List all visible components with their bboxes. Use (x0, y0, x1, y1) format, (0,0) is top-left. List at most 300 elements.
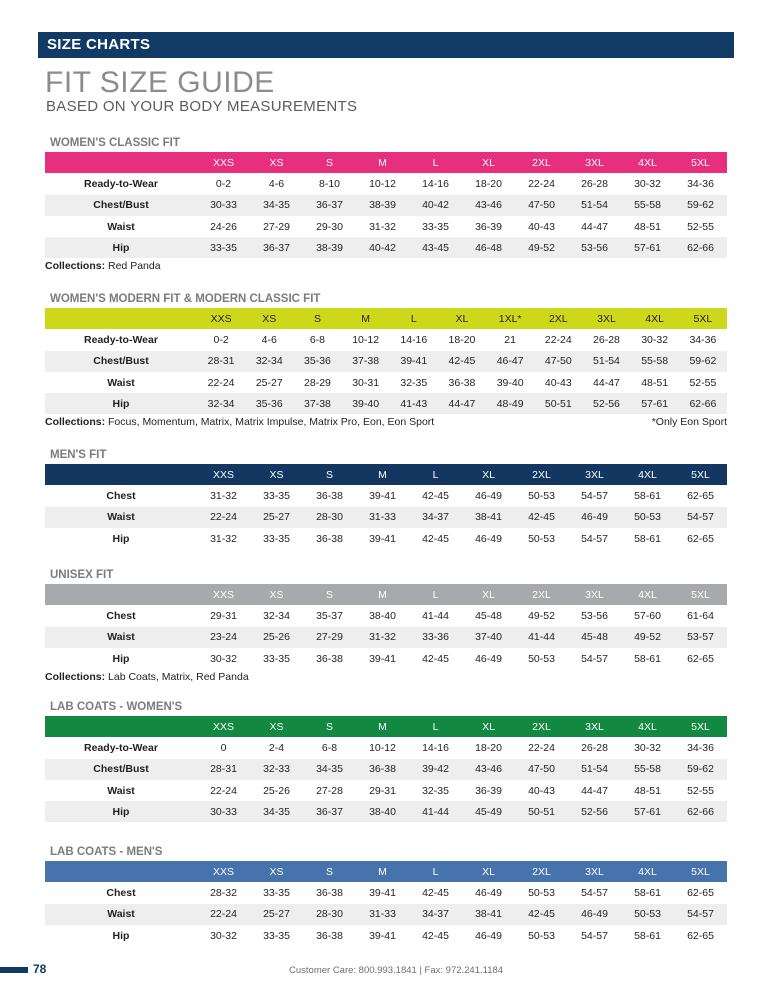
measurement-value: 52-55 (689, 376, 717, 389)
measurement-row (45, 372, 727, 393)
measurement-value: 32-33 (250, 759, 303, 780)
header-blank-cell (45, 152, 197, 173)
measurement-value: 18-20 (448, 333, 476, 346)
measurement-label: Hip (45, 237, 197, 258)
measurement-value: 62-65 (687, 886, 714, 899)
size-header-cell: XXS (212, 720, 234, 733)
measurement-value: 42-45 (422, 532, 449, 545)
measurement-value: 30-32 (634, 741, 661, 754)
measurement-value: 51-54 (568, 195, 621, 216)
measurement-row (45, 759, 727, 780)
measurement-value: 37-38 (293, 393, 341, 414)
measurement-value: 41-44 (515, 627, 568, 648)
section-title: UNISEX FIT (50, 569, 114, 581)
measurement-value: 45-49 (462, 801, 515, 822)
size-header-row (45, 152, 727, 173)
size-header-row (45, 464, 727, 485)
size-header-cell: 2XL (532, 720, 551, 733)
measurement-value: 27-29 (303, 627, 356, 648)
measurement-value: 38-39 (303, 237, 356, 258)
collections-note (45, 414, 727, 430)
measurement-value: 43-46 (462, 759, 515, 780)
measurement-value: 39-41 (369, 532, 396, 545)
measurement-value: 58-61 (634, 929, 661, 942)
measurement-value: 36-38 (316, 929, 343, 942)
measurement-value: 46-49 (568, 904, 621, 925)
size-header-cell: 4XL (638, 468, 657, 481)
size-header-cell: XS (269, 156, 284, 169)
measurement-value: 39-40 (342, 393, 390, 414)
measurement-value: 43-45 (409, 237, 462, 258)
measurement-value: 42-45 (515, 904, 568, 925)
measurement-value: 62-65 (687, 929, 714, 942)
measurement-value: 31-32 (210, 489, 237, 502)
measurement-value: 36-38 (316, 489, 343, 502)
measurement-row (45, 925, 727, 946)
measurement-value: 50-53 (528, 652, 555, 665)
measurement-value: 31-32 (369, 220, 396, 233)
measurement-value: 57-61 (631, 393, 679, 414)
measurement-value: 59-62 (674, 195, 727, 216)
measurement-value: 30-32 (634, 177, 661, 190)
size-header-cell: L (432, 588, 439, 601)
measurement-value: 55-58 (631, 351, 679, 372)
measurement-value: 25-27 (250, 507, 303, 528)
measurement-value: 28-30 (303, 507, 356, 528)
section-title: LAB COATS - MEN'S (50, 846, 163, 858)
size-header-cell: 2XL (532, 468, 551, 481)
size-header-cell: XL (482, 865, 495, 878)
measurement-row (45, 329, 727, 350)
size-header-cell: XL (482, 156, 495, 169)
measurement-value: 31-32 (356, 627, 409, 648)
measurement-value: 37-40 (462, 627, 515, 648)
measurement-value: 33-35 (422, 220, 449, 233)
measurement-value: 51-54 (582, 351, 630, 372)
measurement-row (45, 737, 727, 758)
measurement-value: 35-36 (245, 393, 293, 414)
measurement-value: 49-52 (621, 627, 674, 648)
measurement-value: 48-49 (486, 393, 534, 414)
measurement-value: 40-43 (544, 376, 572, 389)
measurement-value: 24-26 (210, 220, 237, 233)
section-title: WOMEN'S MODERN FIT & MODERN CLASSIC FIT (50, 293, 321, 305)
measurement-value: 36-39 (475, 220, 502, 233)
footnote-eon-sport: *Only Eon Sport (651, 416, 727, 429)
measurement-label: Hip (112, 532, 130, 545)
size-header-cell: 3XL (585, 468, 604, 481)
measurement-value: 39-41 (369, 929, 396, 942)
size-header-row (45, 584, 727, 605)
size-header-cell: 3XL (585, 865, 604, 878)
size-header-cell: 1XL* (498, 312, 522, 325)
measurement-value: 48-51 (634, 220, 661, 233)
measurement-value: 34-35 (303, 759, 356, 780)
measurement-value: 59-62 (679, 351, 727, 372)
measurement-value: 54-57 (581, 652, 608, 665)
size-header-cell: XXS (212, 468, 234, 481)
measurement-value: 46-49 (475, 489, 502, 502)
measurement-value: 30-31 (352, 376, 380, 389)
measurement-value: 49-52 (528, 609, 555, 622)
measurement-label: Ready-to-Wear (84, 333, 158, 346)
size-header-cell: 2XL (532, 865, 551, 878)
measurement-value: 22-24 (528, 741, 555, 754)
measurement-value: 53-57 (674, 627, 727, 648)
size-header-cell: M (378, 468, 387, 481)
size-header-cell: 2XL (532, 156, 551, 169)
measurement-value: 51-54 (568, 759, 621, 780)
measurement-label: Chest/Bust (45, 759, 197, 780)
measurement-row (45, 485, 727, 506)
collections-note (45, 669, 727, 685)
measurement-value: 41-44 (422, 609, 449, 622)
measurement-value: 62-66 (674, 237, 727, 258)
measurement-value: 42-45 (422, 886, 449, 899)
measurement-value: 36-38 (316, 886, 343, 899)
size-header-cell: 5XL (691, 720, 710, 733)
measurement-value: 53-56 (568, 237, 621, 258)
size-header-cell: 5XL (691, 588, 710, 601)
size-header-cell: 3XL (585, 720, 604, 733)
measurement-value: 46-47 (486, 351, 534, 372)
measurement-row (45, 173, 727, 194)
measurement-value: 33-35 (197, 237, 250, 258)
size-header-cell: M (361, 312, 370, 325)
measurement-value: 55-58 (621, 195, 674, 216)
measurement-value: 32-34 (245, 351, 293, 372)
measurement-value: 28-29 (304, 376, 331, 389)
measurement-value: 59-62 (674, 759, 727, 780)
measurement-label: Waist (45, 627, 197, 648)
section-title: WOMEN'S CLASSIC FIT (50, 137, 180, 149)
measurement-value: 54-57 (581, 886, 608, 899)
measurement-value: 54-57 (581, 489, 608, 502)
measurement-value: 36-38 (448, 376, 476, 389)
size-header-cell: 4XL (638, 588, 657, 601)
collections-label: Collections: (45, 671, 106, 684)
measurement-row (45, 627, 727, 648)
measurement-value: 37-38 (342, 351, 390, 372)
measurement-value: 39-41 (390, 351, 438, 372)
measurement-value: 30-33 (197, 801, 250, 822)
measurement-value: 45-48 (568, 627, 621, 648)
measurement-value: 40-42 (356, 237, 409, 258)
page-subtitle: BASED ON YOUR BODY MEASUREMENTS (46, 98, 358, 115)
measurement-value: 50-53 (528, 489, 555, 502)
measurement-value: 32-35 (422, 784, 449, 797)
measurement-value: 38-41 (462, 507, 515, 528)
page-title: FIT SIZE GUIDE (45, 66, 275, 99)
measurement-value: 40-43 (528, 220, 555, 233)
measurement-label: Ready-to-Wear (84, 177, 158, 190)
measurement-value: 62-66 (679, 393, 727, 414)
size-header-cell: XS (262, 312, 277, 325)
measurement-label: Hip (45, 801, 197, 822)
measurement-value: 35-37 (316, 609, 343, 622)
measurement-label: Waist (107, 376, 135, 389)
measurement-value: 25-26 (250, 627, 303, 648)
size-charts-bar: SIZE CHARTS (38, 32, 734, 58)
header-blank-cell (45, 308, 197, 329)
measurement-value: 29-31 (369, 784, 396, 797)
measurement-value: 57-61 (621, 801, 674, 822)
measurement-value: 34-37 (409, 507, 462, 528)
measurement-value: 36-37 (303, 195, 356, 216)
collections-list: Lab Coats, Matrix, Red Panda (105, 671, 249, 684)
measurement-value: 42-45 (438, 351, 486, 372)
measurement-value: 50-53 (528, 929, 555, 942)
measurement-value: 6-8 (309, 333, 326, 346)
measurement-value: 62-66 (674, 801, 727, 822)
size-header-cell: XS (269, 468, 284, 481)
measurement-value: 40-42 (409, 195, 462, 216)
size-header-cell: L (432, 156, 439, 169)
size-table (45, 716, 727, 822)
measurement-value: 62-65 (687, 652, 714, 665)
measurement-value: 58-61 (634, 652, 661, 665)
measurement-value: 36-38 (316, 652, 343, 665)
measurement-value: 10-12 (369, 177, 396, 190)
measurement-value: 10-12 (369, 741, 396, 754)
measurement-row (45, 780, 727, 801)
measurement-value: 55-58 (621, 759, 674, 780)
measurement-value: 22-24 (544, 333, 572, 346)
measurement-value: 46-49 (475, 886, 502, 899)
size-header-cell: 5XL (693, 312, 713, 325)
size-header-cell: 2XL (532, 588, 551, 601)
measurement-value: 62-65 (687, 489, 714, 502)
measurement-value: 26-28 (593, 333, 620, 346)
measurement-value: 54-57 (674, 904, 727, 925)
measurement-value: 33-36 (409, 627, 462, 648)
size-header-cell: XS (269, 588, 284, 601)
measurement-value: 38-40 (369, 609, 396, 622)
measurement-value: 34-36 (689, 333, 717, 346)
size-table (45, 308, 727, 414)
size-table (45, 584, 727, 669)
measurement-value: 38-41 (462, 904, 515, 925)
measurement-value: 54-57 (674, 507, 727, 528)
size-header-cell: S (325, 588, 333, 601)
collections-list: Focus, Momentum, Matrix, Matrix Impulse, Matrix Pro, Eon, Eon Sport (105, 416, 435, 429)
measurement-value: 44-47 (581, 784, 608, 797)
size-header-cell: 2XL (548, 312, 568, 325)
measurement-value: 27-28 (316, 784, 343, 797)
measurement-value: 28-32 (210, 886, 237, 899)
measurement-label: Hip (112, 929, 130, 942)
measurement-value: 44-47 (438, 393, 486, 414)
section-title: MEN'S FIT (50, 449, 107, 461)
measurement-value: 29-30 (316, 220, 343, 233)
measurement-value: 45-48 (475, 609, 502, 622)
measurement-value: 43-46 (462, 195, 515, 216)
measurement-row (45, 393, 727, 414)
measurement-label: Ready-to-Wear (84, 741, 158, 754)
measurement-value: 33-35 (263, 929, 290, 942)
measurement-value: 49-52 (515, 237, 568, 258)
measurement-value: 39-41 (369, 489, 396, 502)
size-header-cell: XL (455, 312, 469, 325)
measurement-value: 31-33 (356, 507, 409, 528)
measurement-label: Waist (45, 904, 197, 925)
measurement-label: Waist (107, 784, 135, 797)
measurement-value: 52-56 (568, 801, 621, 822)
measurement-value: 22-24 (528, 177, 555, 190)
measurement-value: 42-45 (422, 652, 449, 665)
header-blank-cell (45, 716, 197, 737)
measurement-value: 34-35 (250, 195, 303, 216)
measurement-value: 0 (220, 741, 227, 754)
measurement-label: Hip (45, 393, 197, 414)
measurement-value: 31-32 (210, 532, 237, 545)
measurement-label: Chest (106, 489, 136, 502)
measurement-row (45, 648, 727, 669)
size-table (45, 861, 727, 946)
measurement-value: 22-24 (197, 904, 250, 925)
measurement-value: 50-53 (621, 904, 674, 925)
measurement-value: 58-61 (634, 886, 661, 899)
measurement-value: 25-27 (250, 904, 303, 925)
size-header-cell: L (410, 312, 417, 325)
measurement-value: 48-51 (641, 376, 669, 389)
measurement-value: 39-41 (369, 886, 396, 899)
size-header-cell: XL (482, 588, 495, 601)
measurement-row (45, 605, 727, 626)
measurement-value: 46-49 (475, 532, 502, 545)
size-header-cell: M (378, 156, 387, 169)
size-header-cell: XXS (210, 312, 232, 325)
size-header-cell: 5XL (691, 468, 710, 481)
measurement-row (45, 195, 727, 216)
measurement-value: 52-55 (687, 784, 714, 797)
size-table (45, 152, 727, 258)
measurement-value: 34-36 (687, 741, 714, 754)
size-header-cell: 5XL (691, 156, 710, 169)
measurement-value: 57-61 (621, 237, 674, 258)
footer-accent-bar (0, 967, 28, 973)
measurement-value: 39-41 (369, 652, 396, 665)
measurement-value: 39-40 (496, 376, 524, 389)
measurement-value: 6-8 (321, 741, 338, 754)
size-header-cell: XL (482, 468, 495, 481)
measurement-value: 31-33 (356, 904, 409, 925)
section-title: LAB COATS - WOMEN'S (50, 701, 183, 713)
measurement-value: 36-37 (250, 237, 303, 258)
size-table (45, 464, 727, 549)
measurement-value: 42-45 (422, 489, 449, 502)
measurement-value: 28-31 (197, 351, 245, 372)
measurement-value: 58-61 (634, 532, 661, 545)
measurement-value: 0-2 (215, 177, 232, 190)
measurement-value: 61-64 (687, 609, 714, 622)
measurement-value: 53-56 (581, 609, 608, 622)
size-header-cell: 5XL (691, 865, 710, 878)
collections-label: Collections: (45, 416, 106, 429)
size-header-cell: XXS (212, 156, 234, 169)
customer-care-info: Customer Care: 800.993.1841 | Fax: 972.241.1184 (289, 965, 504, 976)
measurement-value: 50-51 (534, 393, 582, 414)
measurement-label: Chest/Bust (45, 351, 197, 372)
measurement-value: 14-16 (400, 333, 428, 346)
measurement-value: 42-45 (422, 929, 449, 942)
measurement-value: 41-43 (390, 393, 438, 414)
measurement-value: 40-43 (528, 784, 555, 797)
measurement-value: 41-44 (409, 801, 462, 822)
measurement-value: 32-34 (197, 393, 245, 414)
size-header-row (45, 308, 727, 329)
measurement-value: 30-32 (210, 929, 237, 942)
measurement-label: Chest/Bust (45, 195, 197, 216)
measurement-value: 26-28 (581, 177, 608, 190)
measurement-value: 46-49 (475, 652, 502, 665)
size-header-cell: 4XL (645, 312, 664, 325)
measurement-value: 36-37 (303, 801, 356, 822)
measurement-value: 28-30 (303, 904, 356, 925)
measurement-value: 35-36 (293, 351, 341, 372)
collections-note (45, 258, 727, 274)
measurement-row (45, 507, 727, 528)
measurement-value: 29-31 (210, 609, 237, 622)
measurement-value: 22-24 (210, 784, 237, 797)
measurement-label: Waist (107, 220, 135, 233)
size-header-cell: XS (269, 865, 284, 878)
measurement-value: 47-50 (534, 351, 582, 372)
size-header-cell: 4XL (638, 156, 657, 169)
size-header-cell: XXS (212, 588, 234, 601)
measurement-value: 10-12 (352, 333, 380, 346)
measurement-value: 25-27 (255, 376, 283, 389)
measurement-value: 38-39 (356, 195, 409, 216)
measurement-value: 48-51 (634, 784, 661, 797)
measurement-row (45, 904, 727, 925)
measurement-value: 50-53 (528, 532, 555, 545)
measurement-value: 33-35 (263, 532, 290, 545)
measurement-row (45, 528, 727, 549)
measurement-value: 32-34 (263, 609, 290, 622)
measurement-value: 28-31 (197, 759, 250, 780)
size-header-cell: 4XL (638, 865, 657, 878)
measurement-value: 58-61 (634, 489, 661, 502)
measurement-value: 23-24 (197, 627, 250, 648)
measurement-value: 33-35 (263, 652, 290, 665)
measurement-row (45, 351, 727, 372)
measurement-value: 8-10 (318, 177, 340, 190)
measurement-value: 36-38 (356, 759, 409, 780)
measurement-value: 4-6 (261, 333, 277, 346)
measurement-value: 50-53 (621, 507, 674, 528)
measurement-value: 2-4 (268, 741, 285, 754)
measurement-value: 30-33 (197, 195, 250, 216)
size-header-cell: L (432, 468, 439, 481)
measurement-value: 22-24 (207, 376, 235, 389)
measurement-value: 18-20 (475, 177, 502, 190)
size-header-cell: L (432, 865, 439, 878)
measurement-value: 33-35 (263, 489, 290, 502)
size-header-cell: XXS (212, 865, 234, 878)
measurement-value: 32-35 (400, 376, 428, 389)
collections-list: Red Panda (105, 260, 161, 273)
size-header-cell: M (378, 720, 387, 733)
measurement-value: 21 (504, 333, 516, 346)
measurement-value: 33-35 (263, 886, 290, 899)
size-header-cell: 3XL (585, 156, 604, 169)
measurement-value: 44-47 (593, 376, 620, 389)
size-section (45, 134, 727, 274)
measurement-value: 22-24 (197, 507, 250, 528)
size-header-cell: S (313, 312, 321, 325)
measurement-row (45, 216, 727, 237)
